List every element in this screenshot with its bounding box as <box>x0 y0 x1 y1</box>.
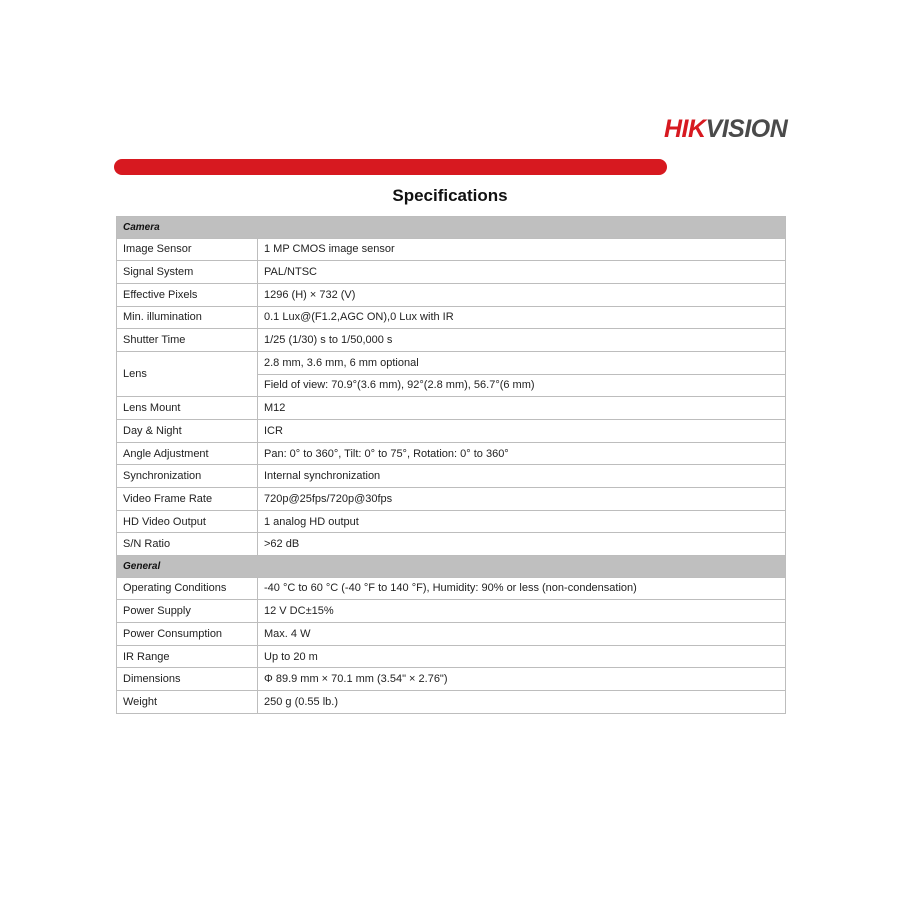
header-red-bar <box>114 159 667 175</box>
section-header: General <box>117 556 786 578</box>
section-header-row <box>117 556 786 578</box>
table-row <box>117 668 786 691</box>
table-row <box>117 351 786 374</box>
spec-label: Min. illumination <box>117 306 258 329</box>
spec-label: Synchronization <box>117 465 258 488</box>
spec-label: IR Range <box>117 645 258 668</box>
spec-label: Image Sensor <box>117 238 258 261</box>
spec-value: -40 °C to 60 °C (-40 °F to 140 °F), Humidity: 90% or less (non-condensation) <box>258 577 786 600</box>
table-row <box>117 645 786 668</box>
spec-label: HD Video Output <box>117 510 258 533</box>
table-row <box>117 577 786 600</box>
spec-value: 1296 (H) × 732 (V) <box>258 283 786 306</box>
spec-label: Angle Adjustment <box>117 442 258 465</box>
spec-label: Lens <box>117 351 258 396</box>
spec-value: Internal synchronization <box>258 465 786 488</box>
spec-value: 250 g (0.55 lb.) <box>258 691 786 714</box>
table-row <box>117 465 786 488</box>
spec-value: Pan: 0° to 360°, Tilt: 0° to 75°, Rotation: 0° to 360° <box>258 442 786 465</box>
page-title: Specifications <box>392 186 508 205</box>
spec-value: 720p@25fps/720p@30fps <box>258 488 786 511</box>
logo-part-hik: HIK <box>664 115 706 143</box>
spec-value: ICR <box>258 420 786 443</box>
spec-label: Signal System <box>117 261 258 284</box>
spec-value: Field of view: 70.9°(3.6 mm), 92°(2.8 mm), 56.7°(6 mm) <box>258 374 786 397</box>
spec-label: S/N Ratio <box>117 533 258 556</box>
section-header: Camera <box>117 217 786 239</box>
spec-value: Φ 89.9 mm × 70.1 mm (3.54" × 2.76") <box>258 668 786 691</box>
spec-label: Dimensions <box>117 668 258 691</box>
spec-label: Effective Pixels <box>117 283 258 306</box>
spec-label: Day & Night <box>117 420 258 443</box>
table-row <box>117 283 786 306</box>
spec-label: Lens Mount <box>117 397 258 420</box>
logo-part-vision: VISION <box>705 115 788 143</box>
hikvision-logo <box>664 113 814 145</box>
table-row <box>117 238 786 261</box>
table-row <box>117 397 786 420</box>
table-row <box>117 261 786 284</box>
specifications-table <box>116 216 786 714</box>
table-row <box>117 329 786 352</box>
table-row <box>117 510 786 533</box>
table-row <box>117 600 786 623</box>
table-row <box>117 442 786 465</box>
spec-value: Up to 20 m <box>258 645 786 668</box>
specifications-table-body <box>117 217 786 714</box>
table-row <box>117 691 786 714</box>
spec-label: Power Supply <box>117 600 258 623</box>
table-row <box>117 623 786 646</box>
spec-label: Shutter Time <box>117 329 258 352</box>
spec-value: 1/25 (1/30) s to 1/50,000 s <box>258 329 786 352</box>
table-row <box>117 420 786 443</box>
spec-value: M12 <box>258 397 786 420</box>
spec-value: Max. 4 W <box>258 623 786 646</box>
spec-value: 2.8 mm, 3.6 mm, 6 mm optional <box>258 351 786 374</box>
table-row <box>117 533 786 556</box>
spec-label: Weight <box>117 691 258 714</box>
spec-value: >62 dB <box>258 533 786 556</box>
spec-label: Video Frame Rate <box>117 488 258 511</box>
spec-value: 1 analog HD output <box>258 510 786 533</box>
spec-value: 1 MP CMOS image sensor <box>258 238 786 261</box>
section-header-row <box>117 217 786 239</box>
spec-label: Power Consumption <box>117 623 258 646</box>
spec-label: Operating Conditions <box>117 577 258 600</box>
table-row <box>117 306 786 329</box>
spec-value: PAL/NTSC <box>258 261 786 284</box>
table-row <box>117 488 786 511</box>
spec-value: 12 V DC±15% <box>258 600 786 623</box>
spec-value: 0.1 Lux@(F1.2,AGC ON),0 Lux with IR <box>258 306 786 329</box>
